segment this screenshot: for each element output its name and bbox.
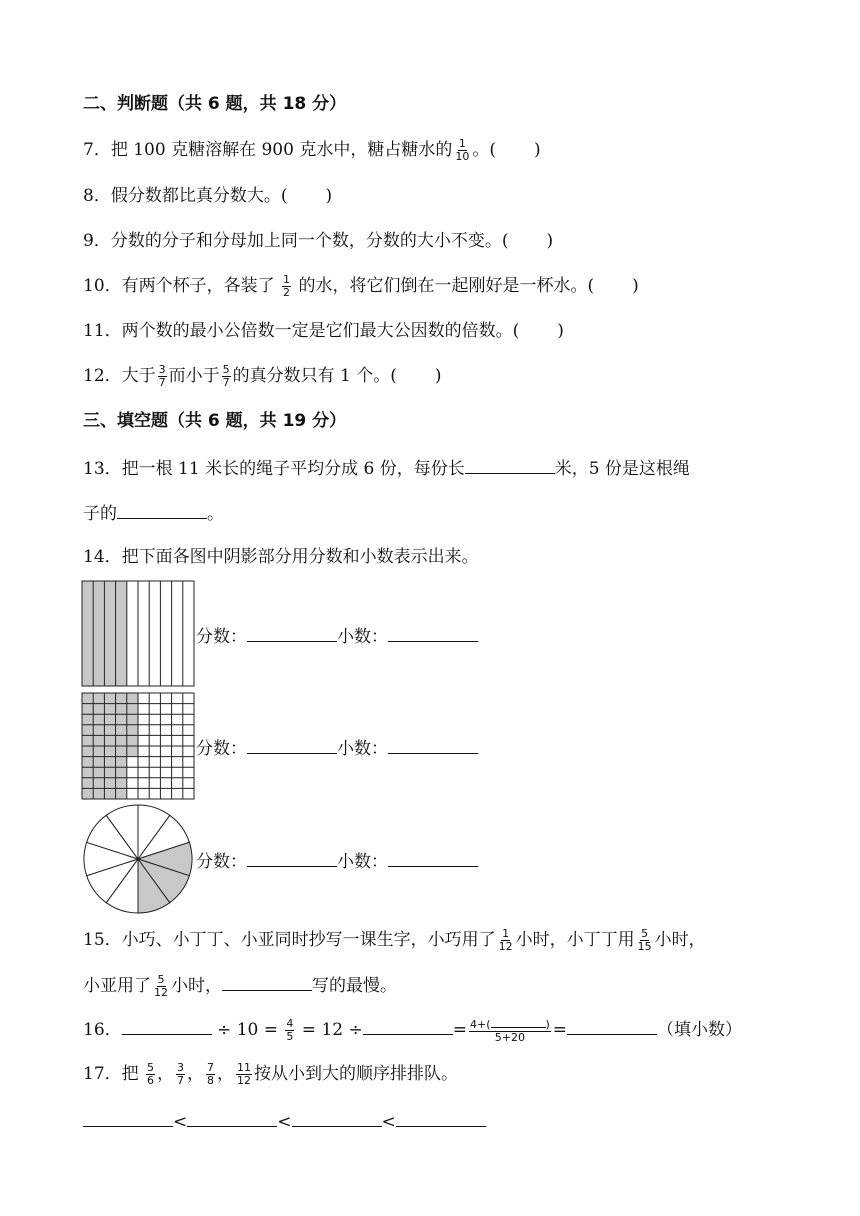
fig1-decimal-blank[interactable] — [388, 623, 478, 642]
q17-f1-num: 5 — [147, 1061, 155, 1074]
question-13-line-2 — [83, 500, 224, 526]
question-13-line-1 — [83, 455, 690, 481]
q10-fraction — [282, 274, 291, 299]
q11-text: 11．两个数的最小公倍数一定是它们最大公因数的倍数。( — [83, 321, 520, 341]
q10-frac-num: 1 — [283, 273, 291, 286]
q16-eq: = — [452, 1020, 467, 1040]
q7-close: ) — [533, 140, 541, 160]
q12-fraction-2 — [222, 364, 231, 389]
q13-blank-2[interactable] — [117, 500, 207, 519]
q12-f2-den: 7 — [222, 376, 230, 389]
q12-text-b: 而小于 — [168, 366, 220, 386]
q17-f1-den: 6 — [147, 1074, 155, 1087]
fig3-decimal-label: 小数： — [337, 852, 388, 872]
question-17 — [83, 1062, 458, 1087]
q17-sep-3: ， — [217, 1064, 235, 1084]
q17-text-a: 17．把 — [83, 1064, 139, 1084]
q15-blank[interactable] — [222, 972, 312, 991]
q16-f2-den: 5+20 — [494, 1031, 525, 1044]
q8-text: 8．假分数都比真分数大。( — [83, 186, 288, 206]
q10-text-a: 10．有两个杯子，各装了 — [83, 276, 275, 296]
fig1-decimal-label: 小数： — [337, 627, 388, 647]
q13-line1-b: 米，5 份是这根绳 — [554, 459, 690, 479]
q15-line1-a: 15．小巧、小丁丁、小亚同时抄写一课生字，小巧用了 — [83, 930, 496, 950]
section-3-title: 三、填空题（共 6 题，共 19 分） — [83, 411, 347, 431]
q17-lt-1: < — [173, 1112, 188, 1132]
question-11 — [83, 319, 564, 343]
fig3-decimal-blank[interactable] — [388, 848, 478, 867]
question-15-line-1 — [83, 928, 706, 953]
q15-line2-b: 小时， — [171, 976, 222, 996]
question-12 — [83, 364, 442, 389]
question-14: 14．把下面各图中阴影部分用分数和小数表示出来。 — [83, 547, 479, 567]
q16-fraction-1 — [285, 1018, 294, 1043]
fig2-answer-row — [196, 735, 478, 761]
q17-f2-num: 3 — [177, 1061, 185, 1074]
q10-text-b: 的水，将它们倒在一起刚好是一杯水。( — [298, 276, 595, 296]
q16-number: 16． — [83, 1020, 122, 1040]
q13-line2-b: 。 — [207, 504, 224, 524]
q9-close: ) — [546, 231, 554, 251]
q17-sep-1: ， — [157, 1064, 175, 1084]
q15-fraction-3 — [153, 974, 169, 999]
pie-figure — [81, 803, 195, 915]
q15-line2-a: 小亚用了 — [83, 976, 151, 996]
q16-blank-1[interactable] — [122, 1016, 212, 1035]
q7-tail: 。( — [472, 140, 496, 160]
fig3-fraction-blank[interactable] — [247, 848, 337, 867]
q16-blank-3[interactable] — [491, 1017, 546, 1028]
strips-figure — [81, 580, 195, 687]
question-17-answer-row — [83, 1108, 486, 1134]
q16-f-den: 5 — [286, 1030, 294, 1043]
q12-f1-num: 3 — [158, 363, 166, 376]
q12-text-c: 的真分数只有 1 个。( — [232, 366, 397, 386]
q12-text-a: 12．大于 — [83, 366, 156, 386]
q16-eq2: = — [552, 1020, 568, 1040]
q13-line2-a: 子的 — [83, 504, 117, 524]
fig2-decimal-blank[interactable] — [388, 735, 478, 754]
fig1-fraction-label: 分数： — [196, 627, 247, 647]
fig2-fraction-label: 分数： — [196, 739, 247, 759]
q17-blank-1[interactable] — [83, 1108, 173, 1127]
q15-f1-num: 1 — [502, 927, 510, 940]
q15-line2-c: 写的最慢。 — [312, 976, 397, 996]
q15-f1-den: 12 — [498, 940, 513, 953]
q7-frac-num: 1 — [458, 137, 466, 150]
q17-f4-den: 12 — [237, 1074, 252, 1087]
q15-fraction-2 — [637, 928, 653, 953]
q7-frac-den: 10 — [455, 150, 470, 163]
q17-fraction-2 — [176, 1062, 185, 1087]
fig2-decimal-label: 小数： — [337, 739, 388, 759]
question-8 — [83, 184, 332, 208]
q16-f2-num-a: 4+( — [469, 1018, 491, 1031]
question-9 — [83, 229, 553, 253]
q17-blank-3[interactable] — [292, 1108, 382, 1127]
question-15-line-2 — [83, 972, 397, 999]
q12-f1-den: 7 — [158, 376, 166, 389]
q17-f3-num: 7 — [207, 1061, 215, 1074]
q17-fraction-3 — [206, 1062, 215, 1087]
fig3-answer-row — [196, 848, 478, 874]
question-7 — [83, 138, 541, 163]
q13-line1-a: 13．把一根 11 米长的绳子平均分成 6 份，每份长 — [83, 459, 465, 479]
q17-f3-den: 8 — [207, 1074, 215, 1087]
q16-div10: ÷ 10 = — [217, 1020, 278, 1040]
q10-close: ) — [632, 276, 639, 296]
q17-fraction-4 — [236, 1062, 252, 1087]
q7-fraction — [454, 138, 470, 163]
q16-fraction-2 — [469, 1017, 551, 1044]
question-16 — [83, 1016, 742, 1044]
q13-blank-1[interactable] — [465, 455, 555, 474]
fig2-fraction-blank[interactable] — [247, 735, 337, 754]
q16-tail: （填小数） — [657, 1020, 743, 1040]
q16-f2-num-b: ) — [545, 1018, 550, 1031]
q12-close: ) — [434, 366, 442, 386]
q15-f2-den: 15 — [637, 940, 652, 953]
q9-text: 9．分数的分子和分母加上同一个数，分数的大小不变。( — [83, 231, 509, 251]
q7-text: 7．把 100 克糖溶解在 900 克水中，糖占糖水的 — [83, 140, 453, 160]
q17-lt-3: < — [381, 1112, 396, 1132]
q12-fraction-1 — [158, 364, 167, 389]
q17-f2-den: 7 — [177, 1074, 185, 1087]
q17-fraction-1 — [146, 1062, 155, 1087]
fig3-fraction-label: 分数： — [196, 852, 247, 872]
q16-blank-2[interactable] — [363, 1016, 453, 1035]
section-2-title: 二、判断题（共 6 题，共 18 分） — [83, 94, 347, 114]
q16-f-num: 4 — [286, 1017, 294, 1030]
q15-f3-num: 5 — [157, 973, 165, 986]
fig1-fraction-blank[interactable] — [247, 623, 337, 642]
q16-blank-4[interactable] — [567, 1016, 657, 1035]
q17-lt-2: < — [277, 1112, 292, 1132]
q17-blank-2[interactable] — [187, 1108, 277, 1127]
q15-f2-num: 5 — [641, 927, 649, 940]
q12-f2-num: 5 — [222, 363, 230, 376]
fig1-answer-row — [196, 623, 478, 649]
q17-sep-2: ， — [187, 1064, 205, 1084]
question-10 — [83, 274, 639, 299]
q15-fraction-1 — [498, 928, 514, 953]
q17-f4-num: 11 — [237, 1061, 252, 1074]
grid-figure — [81, 692, 195, 800]
q17-blank-4[interactable] — [396, 1108, 486, 1127]
q17-text-b: 按从小到大的顺序排排队。 — [254, 1064, 459, 1084]
q11-close: ) — [557, 321, 564, 341]
q15-line1-b: 小时，小丁丁用 — [515, 930, 635, 950]
q8-close: ) — [325, 186, 333, 206]
q10-frac-den: 2 — [283, 286, 291, 299]
q16-eq12: = 12 ÷ — [301, 1020, 363, 1040]
q15-line1-c: 小时， — [654, 930, 706, 950]
q15-f3-den: 12 — [154, 986, 168, 999]
